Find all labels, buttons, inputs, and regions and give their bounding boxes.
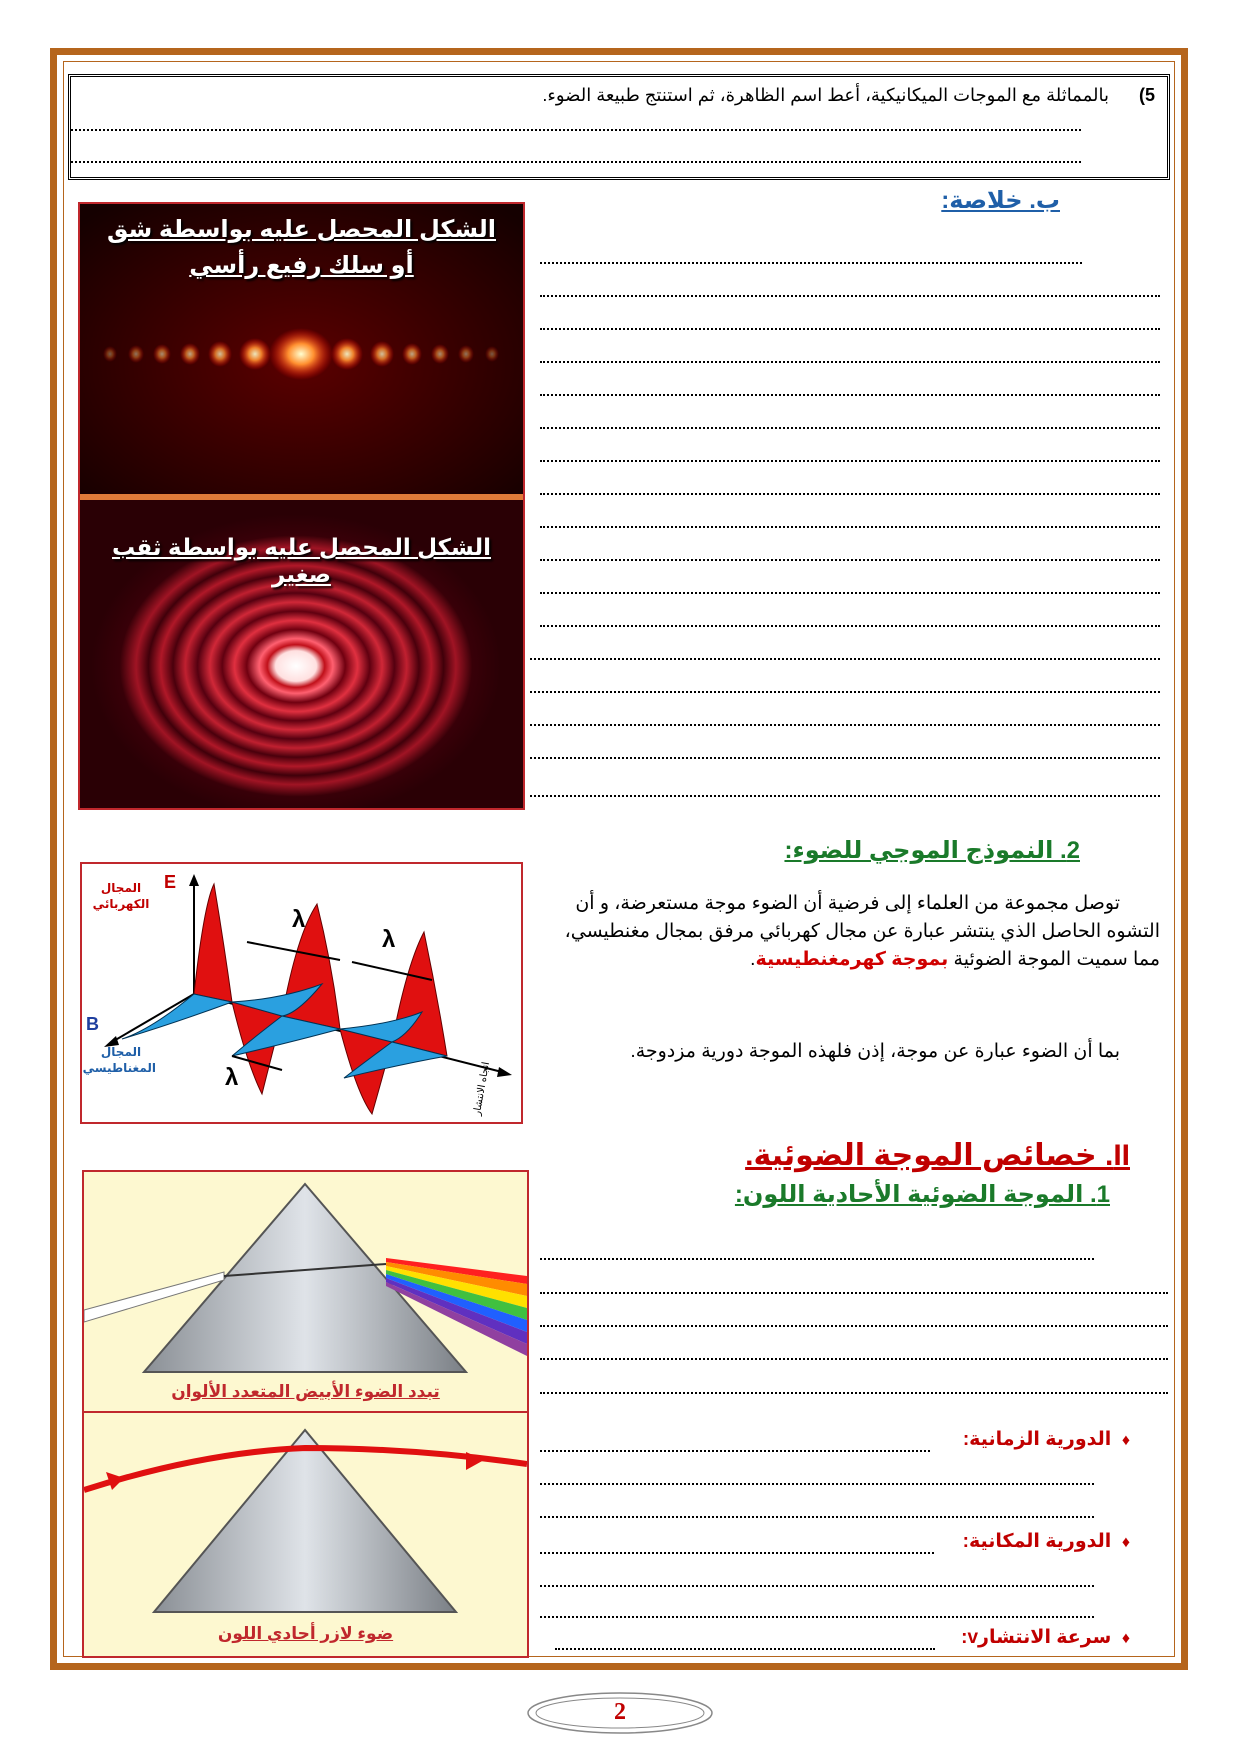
answer-line[interactable] [540, 559, 1160, 561]
answer-line[interactable] [540, 262, 1082, 264]
em-wave-term: بموجة كهرمغنطيسية [755, 949, 949, 970]
prism-figure [82, 1170, 529, 1658]
question-5-box [68, 74, 1170, 180]
question-number: 5) [1138, 85, 1155, 105]
slit-caption-line1: الشكل المحصل عليه بواسطة شق [106, 216, 496, 243]
e-vector-label: E [164, 872, 177, 892]
lambda-label: λ [382, 926, 396, 953]
lambda-label: λ [292, 906, 306, 933]
answer-line[interactable] [540, 295, 1160, 297]
answer-line[interactable] [540, 1616, 1094, 1618]
answer-line[interactable] [530, 795, 1160, 797]
propagation-direction-label: اتجاه الانتشار [471, 1061, 493, 1117]
magnetic-field-label: المجال المغناطيسي [82, 1045, 156, 1075]
double-periodicity-paragraph: بما أن الضوء عبارة عن موجة، إذن فلهذه الموجة دورية مزدوجة. [630, 1041, 1120, 1062]
answer-line[interactable] [530, 757, 1160, 759]
page-number-badge [525, 1690, 715, 1736]
electric-field-label: المجال الكهربائي [92, 881, 150, 911]
bullet-space-period: ♦ الدورية المكانية: [962, 1531, 1130, 1552]
answer-line[interactable] [540, 1325, 1168, 1327]
answer-line[interactable] [540, 460, 1160, 462]
diamond-icon: ♦ [1121, 1630, 1130, 1647]
section-II-heading: II. خصائص الموجة الضوئية. [745, 1139, 1130, 1172]
answer-line[interactable] [540, 625, 1160, 627]
prism-diagram [84, 1172, 527, 1656]
em-para-text: توصل مجموعة من العلماء إلى فرضية أن الضوء موجة مستعرضة، و أن التشوه الحاصل الذي ينتشر عبارة عن مجال كهربائي مرفق بمجال مغنطيسي، مما سميت الموجة الضوئية [564, 893, 1160, 970]
lambda-label: λ [225, 1064, 239, 1091]
answer-line[interactable] [540, 1450, 930, 1452]
section-2-heading: 2. النموذج الموجي للضوء: [784, 837, 1080, 864]
answer-line[interactable] [530, 724, 1160, 726]
answer-line[interactable] [540, 1258, 1094, 1260]
answer-line[interactable] [540, 1552, 934, 1554]
answer-line[interactable] [71, 129, 1081, 131]
answer-line[interactable] [540, 1392, 1168, 1394]
answer-line[interactable] [540, 493, 1160, 495]
question-text: بالمماثلة مع الموجات الميكانيكية، أعط اسم الظاهرة، ثم استنتج طبيعة الضوء. [542, 85, 1109, 105]
diffraction-figure [78, 202, 525, 810]
answer-line[interactable] [71, 161, 1081, 163]
answer-line[interactable] [540, 1292, 1168, 1294]
em-paragraph: توصل مجموعة من العلماء إلى فرضية أن الضوء موجة مستعرضة، و أن التشوه الحاصل الذي ينتشر عبارة عن مجال كهربائي مرفق بمجال مغنطيسي، مما سميت الموجة الضوئية بموجة كهرمغنطيسية. [564, 893, 1160, 970]
answer-line[interactable] [540, 1516, 1094, 1518]
monochromatic-heading: 1. الموجة الضوئية الأحادية اللون: [734, 1181, 1110, 1208]
answer-line[interactable] [530, 658, 1160, 660]
diamond-icon: ♦ [1121, 1534, 1130, 1551]
answer-line[interactable] [540, 1483, 1094, 1485]
page-number: 2 [614, 1699, 626, 1725]
bullet-speed: ♦ سرعة الانتشارv: [961, 1627, 1130, 1648]
answer-line[interactable] [540, 394, 1160, 396]
answer-line[interactable] [540, 526, 1160, 528]
b-vector-label: B [86, 1014, 99, 1034]
bullet-time-period: ♦ الدورية الزمانية: [962, 1429, 1130, 1450]
answer-line[interactable] [540, 361, 1160, 363]
answer-line[interactable] [540, 427, 1160, 429]
prism-caption-top: تبدد الضوء الأبيض المتعدد الألوان [171, 1382, 440, 1401]
diamond-icon: ♦ [1121, 1432, 1130, 1449]
answer-line[interactable] [540, 328, 1160, 330]
em-wave-figure [80, 862, 523, 1124]
hole-caption: الشكل المحصل عليه بواسطة ثقب صغير [112, 534, 491, 587]
summary-heading: ب. خلاصة: [941, 187, 1060, 214]
diffraction-image [80, 204, 523, 808]
answer-line[interactable] [530, 691, 1160, 693]
prism-caption-bottom: ضوء لازر أحادي اللون [217, 1624, 394, 1643]
answer-line[interactable] [555, 1648, 935, 1650]
slit-caption-line2: أو سلك رفيع رأسي [189, 252, 414, 279]
answer-line[interactable] [540, 592, 1160, 594]
answer-line[interactable] [540, 1358, 1168, 1360]
answer-line[interactable] [540, 1585, 1094, 1587]
